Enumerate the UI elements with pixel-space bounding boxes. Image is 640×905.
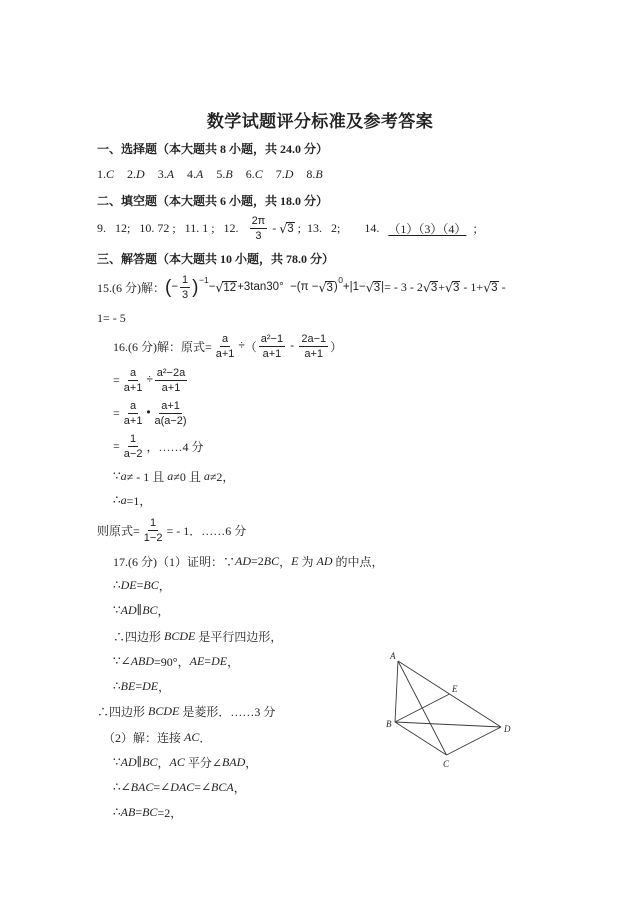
choice-answer-4 xyxy=(187,167,203,182)
segment-bd xyxy=(395,722,501,727)
point-label-c: C xyxy=(443,759,450,769)
text-run: = xyxy=(113,372,120,387)
text-run: =2 xyxy=(251,553,264,568)
choice-answer-6 xyxy=(246,167,263,182)
text-run: ≠2， xyxy=(209,469,235,484)
radical-sign: √ xyxy=(279,220,288,236)
text-run: =1， xyxy=(126,493,152,508)
fraction-denominator: 3 xyxy=(255,229,262,242)
fraction-numerator: a xyxy=(222,332,229,345)
choice-letter: B xyxy=(315,166,323,181)
fraction-numerator: 1 xyxy=(130,432,137,445)
math-text: +3tan30° −(π − xyxy=(237,281,319,293)
text-run: 1= - 5 xyxy=(97,310,126,325)
text-run: ≠ - 1 且 xyxy=(126,469,168,484)
choice-number: 4. xyxy=(187,166,197,181)
text-run: - 1+ xyxy=(460,279,484,294)
italic-variable: BCDE xyxy=(148,703,180,718)
fraction-denominator: a+1 xyxy=(123,381,143,394)
text-run: （2）解：连接 xyxy=(103,730,185,745)
text-run: ∵∠ xyxy=(113,653,131,668)
text-run: ; 13. 2; 14. xyxy=(294,220,389,235)
text-run: 17.(6 分)（1）证明：∵ xyxy=(113,554,235,569)
text-run: 则原式= xyxy=(97,523,140,538)
choice-letter: D xyxy=(136,166,145,181)
italic-variable: AD xyxy=(120,602,137,617)
fraction xyxy=(122,433,145,460)
italic-variable: DE xyxy=(142,678,159,693)
italic-variable: AD xyxy=(316,553,333,568)
text-run: ∴∠ xyxy=(113,779,131,794)
text-run: ∴ xyxy=(113,492,121,507)
italic-variable: E xyxy=(291,553,299,568)
choice-number: 1. xyxy=(97,166,106,181)
fraction-numerator: a²−1 xyxy=(260,332,284,345)
text-run: = xyxy=(136,577,144,592)
text-run: - xyxy=(269,220,280,235)
text-run: =90°， xyxy=(154,654,190,669)
large-parenthesis: ( xyxy=(165,276,172,298)
text-run: = xyxy=(135,678,143,693)
text-run: ， xyxy=(245,755,258,770)
superscript: −1 xyxy=(199,275,209,285)
text-run: + xyxy=(438,279,446,294)
italic-variable: BAD xyxy=(221,754,246,769)
fraction-numerator: 1 xyxy=(150,516,157,529)
radical-sign: √ xyxy=(318,279,327,295)
text-run: ∴ xyxy=(113,804,121,819)
italic-variable: AC xyxy=(169,754,185,769)
choice-number: 5. xyxy=(216,166,226,181)
italic-variable: DAC xyxy=(170,779,195,794)
text-run: ∴ xyxy=(113,577,121,592)
fraction-denominator: 3 xyxy=(182,288,189,301)
segment-cd xyxy=(447,727,502,755)
fraction-numerator: 2π xyxy=(251,214,266,227)
fraction xyxy=(299,333,328,360)
text-run: ∵ xyxy=(113,468,121,483)
figure-segments xyxy=(395,661,501,755)
geometry-figure xyxy=(380,648,520,774)
italic-variable: AE xyxy=(189,653,205,668)
text-run: =∠ xyxy=(153,779,171,794)
text-run: 9. 12; 10. 72 ; 11. 1 ; 12. xyxy=(97,220,248,235)
choice-letter: C xyxy=(254,166,263,181)
italic-variable: BE xyxy=(120,678,136,693)
italic-variable: a xyxy=(120,492,127,507)
text-run: =2， xyxy=(157,805,183,820)
italic-variable: BC xyxy=(263,553,280,568)
italic-variable: BC xyxy=(142,754,158,769)
choice-answer-8 xyxy=(306,167,322,182)
radicand: 3 xyxy=(453,282,460,294)
segment-be xyxy=(395,694,450,722)
radical-sign: √ xyxy=(483,279,492,295)
text-run: = xyxy=(113,405,120,420)
math-text: +|1− xyxy=(342,281,366,293)
fraction xyxy=(259,333,285,360)
choice-number: 6. xyxy=(245,166,255,181)
choice-number: 8. xyxy=(306,166,316,181)
fraction xyxy=(155,367,187,394)
fraction-denominator: a+1 xyxy=(304,347,324,360)
segment-ab xyxy=(395,661,398,722)
radicand: 3 xyxy=(287,223,294,235)
fraction-denominator: 1−2 xyxy=(143,531,163,544)
italic-variable: BCDE xyxy=(164,628,196,643)
choice-answer-5 xyxy=(216,167,232,182)
text-run: ． xyxy=(199,730,212,745)
text-run: 的中点， xyxy=(332,554,384,569)
text-run: ） xyxy=(330,339,343,354)
math-text: | xyxy=(381,281,385,293)
segment-bc xyxy=(395,722,447,755)
fraction-numerator: a²−2a xyxy=(156,366,186,379)
fraction xyxy=(142,517,165,544)
fraction-denominator: a+1 xyxy=(215,347,235,360)
text-run: - xyxy=(498,279,506,294)
text-run: ； xyxy=(466,221,485,236)
text-run: = - 1．……6 分 xyxy=(166,523,247,538)
answer-key-page: 数学试题评分标准及参考答案 一、选择题（本大题共 8 小题，共 24.0 分） 1. C 2. D 3. A 4. A 5. B 6. C 7. D 8. B 二、填空题（本大题共 6 小题，共 18.0 分） 9. 12; 10. 72 ; 11. 1 ; 12. $\frac{2\pi}{3}$ - √ 3 ; 13. 2; 14. （1）（3）（4） ； 三、解答题（本大题共 10 小题，共 78.0 分） 15.(6 分)解： ( − $\frac{1}{3}$ ) −1 − √ 12 +3tan30° −(π − √ 3 ) 0 +|1− √ 3 | = - 3 - 2 √ 3 + √ 3 - 1+ √ 3 - 1= - 5 16.(6 分)解：原式= $\frac{a}{a+1}$ ÷ （ $\frac{\text{a²−1}}{a+1}$ - $\frac{2a-1}{a+1}$ ） = $\frac{a}{a+1}$ ÷ $\frac{\text{a²−2a}}{a+1}$ = $\frac{a}{a+1}$ • $\frac{a+1}{a(a-2)}$ = $\frac{1}{a-2}$ ，……4 分 ∵ a ≠ - 1 且 a ≠0 且 a ≠2， ∴ a =1， 则原式= $\frac{1}{1-2}$ = - 1．……6 分 17.(6 分)（1）证明：∵ AD =2 BC ， E 为 AD 的中点， ∴ DE = BC ， ∵ AD ∥ BC ， ∴四边形 BCDE 是平行四边形， ∵∠ ABD =90°， AE = DE ， ∴ BE = DE ， ∴四边形 BCDE 是菱形．……3 分 （2）解：连接 AC ． ∵ AD ∥ BC ， AC 平分∠ BAD ， ∴∠ BAC =∠ DAC =∠ BCA ， ∴ AB = BC =2， A E B D C xyxy=(0,0,640,905)
point-label-d: D xyxy=(504,724,511,734)
math-text: • xyxy=(146,407,151,419)
fraction xyxy=(122,400,145,427)
radicand: 3 xyxy=(326,282,333,294)
point-label-a: A xyxy=(390,651,396,661)
fraction xyxy=(180,274,190,301)
text-run: ， xyxy=(233,780,246,795)
text-run: ，……4 分 xyxy=(146,439,204,454)
fraction-numerator: a xyxy=(130,399,137,412)
italic-variable: BC xyxy=(143,577,159,592)
choice-answer-1 xyxy=(97,167,114,182)
radicand: 3 xyxy=(430,282,438,294)
radicand: 3 xyxy=(491,282,498,294)
math-text: - xyxy=(287,340,298,352)
fraction xyxy=(122,367,145,394)
choice-number: 2. xyxy=(127,166,137,181)
italic-variable: a xyxy=(120,468,127,483)
text-run: ， xyxy=(157,603,170,618)
radical-sign: √ xyxy=(445,279,454,295)
text-run: ∵ xyxy=(113,754,121,769)
fraction-numerator: 2a−1 xyxy=(301,332,327,345)
choice-letter: C xyxy=(106,166,115,181)
italic-variable: a xyxy=(203,468,210,483)
underlined-answer: （1）（3）（4） xyxy=(388,221,467,236)
choice-answer-2 xyxy=(127,167,145,182)
italic-variable: BAC xyxy=(130,779,154,794)
radical-sign: √ xyxy=(422,279,431,295)
math-text: − xyxy=(171,281,179,293)
italic-variable: AD xyxy=(235,553,251,568)
fraction-denominator: a+1 xyxy=(161,381,181,394)
fraction-denominator: a(a−2) xyxy=(154,414,187,427)
italic-variable: DE xyxy=(120,577,137,592)
text-run: = xyxy=(113,438,120,453)
text-run: ∴四边形 xyxy=(97,704,149,719)
text-run: ∥ xyxy=(136,602,143,617)
point-label-b: B xyxy=(386,719,392,729)
text-run: ∴四边形 xyxy=(113,629,165,644)
choice-letter: D xyxy=(284,166,294,181)
text-run: （ xyxy=(244,339,257,354)
text-run: 15.(6 分)解： xyxy=(97,280,165,295)
fraction-denominator: a+1 xyxy=(262,347,282,360)
text-run: ， xyxy=(157,755,170,770)
italic-variable: BCA xyxy=(211,779,234,794)
text-run: ∴ xyxy=(113,678,121,693)
text-run: 是平行四边形， xyxy=(195,629,283,644)
text-run: 16.(6 分)解：原式= xyxy=(113,339,212,354)
text-run: = - 3 - 2 xyxy=(384,279,423,294)
text-run: = xyxy=(135,804,143,819)
math-text: ÷ xyxy=(146,374,153,386)
text-run: ∵ xyxy=(113,602,121,617)
choice-number: 3. xyxy=(157,166,167,181)
text-run: ， xyxy=(279,554,292,569)
italic-variable: BC xyxy=(142,804,158,819)
text-run: = xyxy=(204,653,212,668)
fraction-numerator: a xyxy=(130,366,137,379)
choice-letter: A xyxy=(166,166,175,181)
choice-letter: A xyxy=(196,166,204,181)
radical-sign: √ xyxy=(365,279,374,295)
text-run: ， xyxy=(158,578,171,593)
fraction xyxy=(214,333,237,360)
choice-answer-3 xyxy=(158,167,174,182)
text-run: ， xyxy=(227,654,240,669)
italic-variable: DE xyxy=(211,653,228,668)
fraction xyxy=(250,215,268,242)
text-run: 是菱形．……3 分 xyxy=(179,704,276,719)
italic-variable: a xyxy=(167,468,174,483)
fraction-denominator: a−2 xyxy=(123,447,143,460)
choice-letter: B xyxy=(225,166,233,181)
text-run: ∥ xyxy=(136,754,143,769)
math-text: ) xyxy=(333,281,338,293)
math-text: − xyxy=(208,281,216,293)
point-label-e: E xyxy=(452,684,458,694)
large-parenthesis: ) xyxy=(192,276,199,298)
radicand: 3 xyxy=(373,282,381,294)
fraction-denominator: a+1 xyxy=(123,414,143,427)
italic-variable: AC xyxy=(184,729,200,744)
fraction-numerator: a+1 xyxy=(161,399,180,412)
text-run: ， xyxy=(158,679,171,694)
choice-number: 7. xyxy=(275,166,285,181)
italic-variable: AD xyxy=(120,754,137,769)
fraction-numerator: 1 xyxy=(182,273,189,286)
italic-variable: ABD xyxy=(130,653,155,668)
math-text: ÷ xyxy=(238,340,245,352)
choice-answer-7 xyxy=(276,167,294,182)
radical-sign: √ xyxy=(215,279,224,295)
text-run: 为 xyxy=(298,554,317,569)
radicand: 12 xyxy=(223,282,237,294)
italic-variable: AB xyxy=(120,804,136,819)
fraction xyxy=(152,400,188,427)
superscript: 0 xyxy=(338,275,343,285)
italic-variable: BC xyxy=(142,602,158,617)
text-run: =∠ xyxy=(194,779,212,794)
text-run: ≠0 且 xyxy=(173,469,204,484)
text-run: 平分∠ xyxy=(184,755,222,770)
